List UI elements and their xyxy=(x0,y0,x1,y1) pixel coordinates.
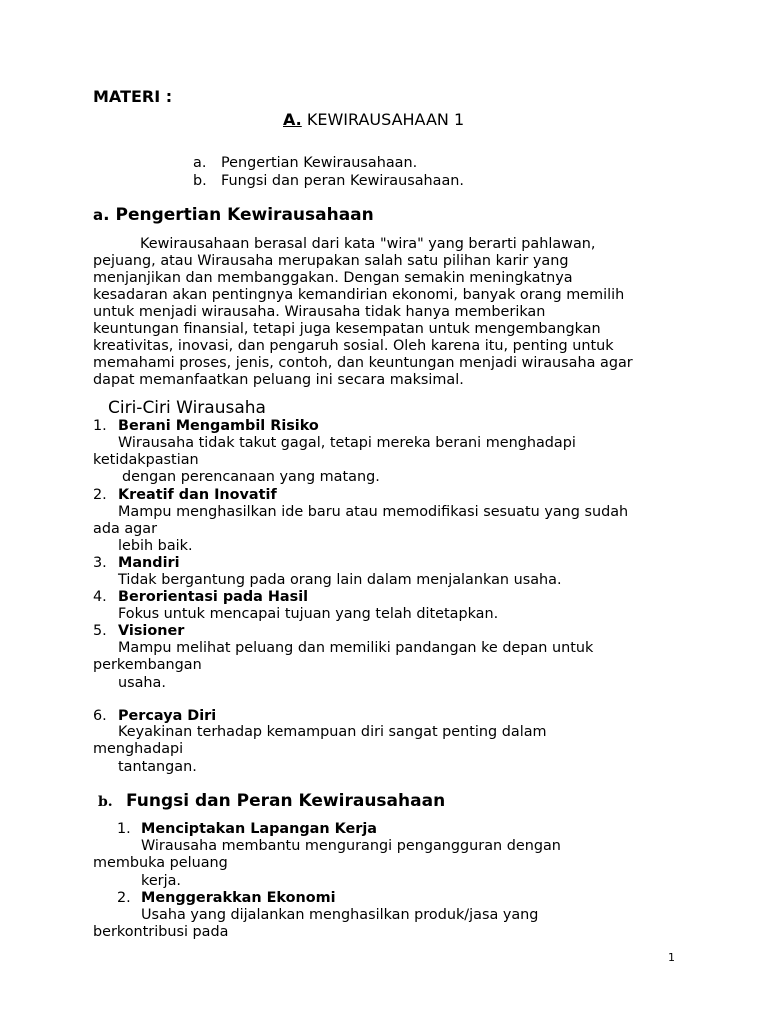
fungsi-title: Menciptakan Lapangan Kerja xyxy=(141,821,378,837)
ciri-heading: Ciri-Ciri Wirausaha xyxy=(108,398,266,418)
title-text: KEWIRAUSAHAAN 1 xyxy=(301,110,465,129)
ciri-item-head xyxy=(93,708,216,725)
ciri-number: 6. xyxy=(93,708,107,724)
section-b-heading xyxy=(98,793,445,811)
ciri-title: Kreatif dan Inovatif xyxy=(118,487,277,503)
ciri-number: 2. xyxy=(93,487,107,503)
paragraph-line: kesadaran akan pentingnya kemandirian ekonomi, banyak orang memilih xyxy=(93,287,625,303)
ciri-line: ada agar xyxy=(93,521,158,537)
fungsi-item-head xyxy=(117,890,336,907)
ciri-line: lebih baik. xyxy=(118,538,193,554)
ciri-title: Visioner xyxy=(118,623,185,639)
ciri-line: Fokus untuk mencapai tujuan yang telah ditetapkan. xyxy=(118,606,499,622)
fungsi-title: Menggerakkan Ekonomi xyxy=(141,890,336,906)
paragraph-line: kreativitas, inovasi, dan pengaruh sosial. Oleh karena itu, penting untuk xyxy=(93,338,614,354)
toc-text: Fungsi dan peran Kewirausahaan. xyxy=(221,173,464,189)
ciri-item-head xyxy=(93,623,184,640)
toc-item xyxy=(193,155,417,172)
ciri-item-head xyxy=(93,487,277,504)
ciri-line: Wirausaha tidak takut gagal, tetapi mereka berani menghadapi xyxy=(118,435,576,451)
toc-item xyxy=(193,173,464,190)
title-letter: A. xyxy=(283,110,302,129)
fungsi-item-head xyxy=(117,821,377,838)
fungsi-line: berkontribusi pada xyxy=(93,924,229,940)
fungsi-number: 1. xyxy=(117,821,131,837)
fungsi-line: Wirausaha membantu mengurangi pengangguran dengan xyxy=(141,838,561,854)
toc-text: Pengertian Kewirausahaan. xyxy=(221,155,418,171)
ciri-number: 4. xyxy=(93,589,107,605)
ciri-line: Keyakinan terhadap kemampuan diri sangat penting dalam xyxy=(118,724,547,740)
ciri-line: tantangan. xyxy=(118,759,197,775)
section-a-heading xyxy=(93,207,374,224)
ciri-line: usaha. xyxy=(118,675,166,691)
toc-marker: b. xyxy=(193,173,207,189)
paragraph-line: untuk menjadi wirausaha. Wirausaha tidak hanya memberikan xyxy=(93,304,546,320)
ciri-number: 5. xyxy=(93,623,107,639)
paragraph-line: pejuang, atau Wirausaha merupakan salah satu pilihan karir yang xyxy=(93,253,569,269)
ciri-line: ketidakpastian xyxy=(93,452,199,468)
toc-marker: a. xyxy=(193,155,207,171)
paragraph-line: Kewirausahaan berasal dari kata "wira" yang berarti pahlawan, xyxy=(140,236,596,252)
ciri-title: Percaya Diri xyxy=(118,708,217,724)
paragraph-line: memahami proses, jenis, contoh, dan keuntungan menjadi wirausaha agar xyxy=(93,355,633,371)
document-title xyxy=(283,111,464,128)
fungsi-line: Usaha yang dijalankan menghasilkan produk/jasa yang xyxy=(141,907,539,923)
ciri-item-head xyxy=(93,555,180,572)
section-b-marker: b. xyxy=(98,794,113,810)
section-a-marker: a xyxy=(93,206,104,224)
paragraph-line: keuntungan finansial, tetapi juga kesempatan untuk mengembangkan xyxy=(93,321,601,337)
ciri-number: 3. xyxy=(93,555,107,571)
paragraph-line: menjanjikan dan membanggakan. Dengan semakin meningkatnya xyxy=(93,270,573,286)
section-b-title: Fungsi dan Peran Kewirausahaan xyxy=(126,791,446,811)
ciri-line: perkembangan xyxy=(93,657,202,673)
ciri-title: Mandiri xyxy=(118,555,180,571)
ciri-title: Berani Mengambil Risiko xyxy=(118,418,319,434)
ciri-item-head xyxy=(93,418,319,435)
fungsi-line: membuka peluang xyxy=(93,855,228,871)
ciri-title: Berorientasi pada Hasil xyxy=(118,589,309,605)
ciri-line: Mampu melihat peluang dan memiliki pandangan ke depan untuk xyxy=(118,640,594,656)
page-number: 1 xyxy=(668,951,675,964)
ciri-line: Mampu menghasilkan ide baru atau memodifikasi sesuatu yang sudah xyxy=(118,504,629,520)
ciri-line: dengan perencanaan yang matang. xyxy=(122,469,380,485)
paragraph-line: dapat memanfaatkan peluang ini secara maksimal. xyxy=(93,372,464,388)
ciri-line: menghadapi xyxy=(93,741,184,757)
fungsi-number: 2. xyxy=(117,890,131,906)
ciri-number: 1. xyxy=(93,418,107,434)
materi-heading: MATERI : xyxy=(93,87,173,106)
fungsi-line: kerja. xyxy=(141,873,181,889)
ciri-line: Tidak bergantung pada orang lain dalam menjalankan usaha. xyxy=(118,572,562,588)
section-a-title: . Pengertian Kewirausahaan xyxy=(103,205,374,225)
ciri-item-head xyxy=(93,589,308,606)
